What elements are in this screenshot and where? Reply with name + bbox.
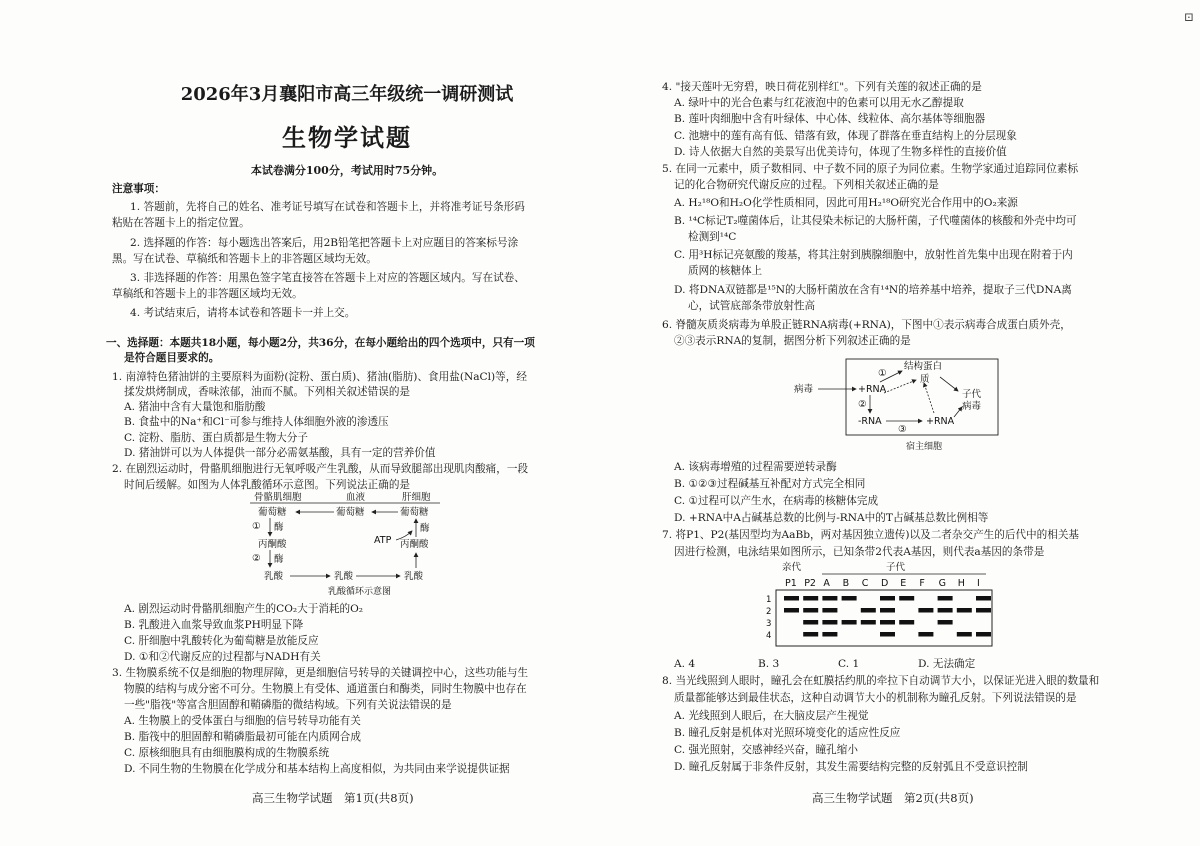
gel-band: [880, 596, 895, 601]
pyruvate-liver: 丙酮酸: [400, 539, 429, 550]
q7-option: B. 3: [758, 658, 780, 670]
lane-label: A: [823, 578, 830, 589]
gel-band: [861, 620, 876, 625]
q4-option: D. 诗人依据大自然的美景写出优美诗句，体现了生物多样性的直接价值: [674, 146, 1007, 158]
section-heading: 是符合题目要求的。: [124, 352, 220, 364]
band-row-label: 1: [766, 595, 772, 605]
scan-edge-mark: ⊡: [1183, 10, 1194, 24]
glucose-liver: 葡萄糖: [400, 507, 429, 518]
q3-option: A. 生物膜上的受体蛋白与细胞的信号转导功能有关: [124, 715, 361, 727]
gel-band: [822, 620, 837, 625]
gel-band: [803, 596, 818, 601]
gel-band: [822, 632, 837, 637]
structural-protein-label-2: 质: [920, 374, 930, 385]
lane-label: H: [957, 578, 965, 589]
gel-band: [880, 608, 895, 613]
virus-replication-figure: [792, 355, 1012, 455]
q1-option: B. 食盐中的Na⁺和Cl⁻可参与维持人体细胞外液的渗透压: [124, 416, 389, 428]
gel-band: [976, 596, 991, 601]
q2-option: C. 肝细胞中乳酸转化为葡萄糖是放能反应: [124, 635, 319, 647]
q3-stem: 一些"脂筏"等富含胆固醇和鞘磷脂的微结构域。下列有关说法错误的是: [124, 699, 452, 711]
step-2-mark: ②: [858, 399, 867, 410]
q2-option: B. 乳酸进入血浆导致血浆PH明显下降: [124, 619, 304, 631]
offspring-label: 子代: [886, 562, 906, 573]
lane-label: F: [919, 578, 925, 589]
enzyme-label: 酶: [274, 522, 284, 533]
section-heading: 一、选择题：本题共18小题，每小题2分，共36分，在每小题给出的四个选项中，只有一项: [106, 337, 535, 349]
offspring-label: 子代: [962, 389, 982, 400]
step-3-mark: ③: [898, 424, 907, 435]
q4-option: A. 绿叶中的光合色素与红花液泡中的色素可以用无水乙醇提取: [674, 97, 964, 109]
q1-stem: 揉发烘烤制成，香味浓郁，油而不腻。下列相关叙述错误的是: [124, 386, 411, 398]
q5-option: B. ¹⁴C标记T₂噬菌体后，让其侵染未标记的大肠杆菌，子代噬菌体的核酸和外壳中均可: [674, 215, 1077, 227]
gel-band: [976, 608, 991, 613]
q6-option: B. ①②③过程碱基互补配对方式完全相同: [674, 478, 866, 490]
page-footer: 高三生物学试题 第1页(共8页): [252, 791, 414, 805]
lane-label: C: [861, 578, 869, 589]
label-skeletal-muscle: 骨骼肌细胞: [254, 492, 302, 503]
band-row-label: 2: [766, 607, 772, 617]
gel-band: [899, 620, 914, 625]
q3-stem: 物膜的结构与成分密不可分。生物膜上有受体、通道蛋白和酶类，同时生物膜中也存在: [124, 683, 527, 695]
offspring-label-2: 病毒: [962, 401, 982, 412]
q4-option: B. 莲叶肉细胞中含有叶绿体、中心体、线粒体、高尔基体等细胞器: [674, 113, 986, 125]
gel-band: [784, 596, 799, 601]
plus-rna-label: +RNA: [858, 384, 887, 395]
lactate-blood: 乳酸: [334, 571, 354, 582]
page-footer: 高三生物学试题 第2页(共8页): [812, 791, 974, 805]
enzyme-label: 酶: [420, 523, 430, 534]
gel-band: [803, 620, 818, 625]
figure-caption: 宿主细胞: [906, 442, 943, 452]
q6-option: D. +RNA中A占碱基总数的比例与-RNA中的T占碱基总数比例相等: [674, 512, 989, 524]
lane-label: I: [977, 578, 980, 589]
gel-band: [861, 608, 876, 613]
gel-band: [938, 596, 953, 601]
glucose-blood: 葡萄糖: [336, 507, 365, 518]
enzyme-label: 酶: [274, 554, 284, 565]
gel-band: [957, 608, 972, 613]
q2-stem: 时间后缓解。如图为人体乳酸循环示意图。下列说法正确的是: [124, 479, 411, 491]
q1-stem: 1. 南漳特色猪油饼的主要原料为面粉(淀粉、蛋白质)、猪油(脂肪)、食用盐(NaCl)等，经: [112, 371, 527, 383]
q5-option: C. 用³H标记亮氨酸的羧基，将其注射到胰腺细胞中，放射性首先集中出现在附着于内: [674, 249, 1073, 261]
step-2-mark: ②: [252, 553, 261, 564]
score-line: 本试卷满分100分，考试用时75分钟。: [250, 164, 444, 177]
lane-label: E: [900, 578, 907, 589]
notice-heading: 注意事项：: [112, 183, 165, 195]
gel-band: [899, 596, 914, 601]
q7-option: A. 4: [674, 658, 696, 670]
lactate-liver: 乳酸: [404, 571, 424, 582]
q3-option: B. 脂筏中的胆固醇和鞘磷脂最初可能在内质网合成: [124, 731, 361, 743]
q5-stem: 记的化合物研究代谢反应的过程。下列相关叙述正确的是: [674, 179, 939, 191]
label-blood: 血液: [346, 492, 366, 503]
gel-band: [822, 596, 837, 601]
q8-option: C. 强光照射，交感神经兴奋，瞳孔缩小: [674, 744, 858, 756]
minus-rna-label: -RNA: [858, 416, 882, 427]
label-liver: 肝细胞: [402, 492, 431, 503]
gel-band: [918, 608, 933, 613]
q3-stem: 3. 生物膜系统不仅是细胞的物理屏障，更是细胞信号转导的关键调控中心，这些功能与生: [112, 667, 529, 679]
lane-label: G: [938, 578, 946, 589]
lane-label: D: [881, 578, 889, 589]
lane-label: P2: [804, 578, 816, 589]
q1-option: A. 猪油中含有大量饱和脂肪酸: [124, 401, 266, 413]
q3-option: D. 不同生物的生物膜在化学成分和基本结构上高度相似，为共同由来学说提供证据: [124, 763, 510, 775]
gel-band: [842, 620, 857, 625]
q8-stem: 8. 当光线照到人眼时，瞳孔会在虹膜括约肌的牵拉下自动调节大小，以保证光进入眼的数量和: [662, 675, 1100, 687]
gel-band: [918, 632, 933, 637]
virus-label: 病毒: [794, 384, 814, 395]
notice-line: 粘贴在答题卡上的指定位置。: [112, 217, 250, 229]
lactate-muscle: 乳酸: [264, 571, 284, 582]
lactate-cycle-figure: [250, 491, 490, 599]
step-1-mark: ①: [252, 521, 261, 532]
q5-stem: 5. 在同一元素中，质子数相同、中子数不同的原子为同位素。生物学家通过追踪同位素标: [662, 163, 1079, 175]
subject-title: 生物学试题: [282, 123, 412, 152]
notice-line: 4. 考试结束后，请将本试卷和答题卡一并上交。: [130, 307, 356, 319]
q2-stem: 2. 在剧烈运动时，骨骼肌细胞进行无氧呼吸产生乳酸，从而导致腿部出现肌肉酸痛，一段: [112, 463, 529, 475]
notice-line: 2. 选择题的作答：每小题选出答案后，用2B铅笔把答题卡上对应题目的答案标号涂: [130, 237, 519, 249]
q7-option: C. 1: [838, 658, 860, 670]
electrophoresis-figure: [762, 560, 1002, 652]
q5-option: 质网的核糖体上: [688, 265, 763, 277]
q8-option: D. 瞳孔反射属于非条件反射，其发生需要结构完整的反射弧且不受意识控制: [674, 761, 1028, 773]
gel-band: [957, 632, 972, 637]
figure-caption: 乳酸循环示意图: [328, 587, 392, 597]
pyruvate-muscle: 丙酮酸: [258, 539, 287, 550]
q8-stem: 质量都能够达到最佳状态，这种自动调节大小的机制称为瞳孔反射。下列说法错误的是: [674, 692, 1077, 704]
q1-option: D. 猪油饼可以为人体提供一部分必需氨基酸，具有一定的营养价值: [124, 447, 436, 459]
q8-option: A. 光线照到人眼后，在大脑皮层产生视觉: [674, 710, 869, 722]
step-1-mark: ①: [878, 368, 887, 379]
q5-option: D. 将DNA双链都是¹⁵N的大肠杆菌放在含有¹⁴N的培养基中培养，提取子三代DNA离: [674, 284, 1072, 296]
gel-band: [803, 632, 818, 637]
gel-band: [880, 620, 895, 625]
atp-label: ATP: [374, 535, 392, 546]
gel-band: [880, 632, 895, 637]
q8-option: B. 瞳孔反射是机体对光照环境变化的适应性反应: [674, 727, 901, 739]
q4-option: C. 池塘中的莲有高有低、错落有致，体现了群落在垂直结构上的分层现象: [674, 130, 1017, 142]
q7-option: D. 无法确定: [918, 658, 976, 670]
band-row-label: 3: [766, 619, 772, 629]
notice-line: 草稿纸和答题卡上的非答题区域均无效。: [112, 288, 303, 300]
q5-option: A. H₂¹⁸O和H₂O化学性质相同，因此可用H₂¹⁸O研究光合作用中的O₂来源: [674, 197, 1018, 209]
q3-option: C. 原核细胞具有由细胞膜构成的生物膜系统: [124, 747, 330, 759]
gel-band: [976, 632, 991, 637]
q6-option: A. 该病毒增殖的过程需要逆转录酶: [674, 461, 837, 473]
gel-band: [938, 620, 953, 625]
q2-option: D. ①和②代谢反应的过程都与NADH有关: [124, 651, 321, 663]
gel-band: [803, 608, 818, 613]
q6-option: C. ①过程可以产生水，在病毒的核糖体完成: [674, 495, 879, 507]
structural-protein-label: 结构蛋白: [904, 361, 943, 372]
q4-stem: 4. "接天莲叶无穷碧，映日荷花别样红"。下列有关莲的叙述正确的是: [662, 81, 982, 93]
q7-stem: 7. 将P1、P2(基因型均为AaBb，两对基因独立遗传)以及二者杂交产生的后代中的相关基: [662, 529, 1080, 541]
notice-line: 3. 非选择题的作答：用黑色签字笔直接答在答题卡上对应的答题区域内。写在试卷、: [130, 272, 525, 284]
gel-band: [842, 596, 857, 601]
q6-stem: 6. 脊髓灰质炎病毒为单股正链RNA病毒(+RNA)，下图中①表示病毒合成蛋白质外壳，: [662, 319, 1071, 331]
notice-line: 1. 答题前，先将自己的姓名、准考证号填写在试卷和答题卡上，并将准考证号条形码: [130, 201, 525, 213]
q5-option: 检测到¹⁴C: [688, 231, 737, 243]
q5-option: 心，试管底部条带放射性高: [688, 300, 816, 312]
gel-band: [938, 608, 953, 613]
notice-line: 黑。写在试卷、草稿纸和答题卡上的非答题区域均无效。: [112, 253, 377, 265]
gel-band: [784, 608, 799, 613]
q2-option: A. 剧烈运动时骨骼肌细胞产生的CO₂大于消耗的O₂: [124, 603, 364, 615]
plus-rna-label-2: +RNA: [926, 416, 955, 427]
parents-label: 亲代: [782, 562, 802, 573]
lane-label: P1: [785, 578, 797, 589]
glucose-muscle: 葡萄糖: [258, 507, 287, 518]
q7-stem: 因进行检测，电泳结果如图所示，已知条带2代表A基因，则代表a基因的条带是: [674, 546, 1045, 558]
gel-band: [822, 608, 837, 613]
lane-label: B: [842, 578, 850, 589]
band-row-label: 4: [766, 631, 772, 641]
q6-stem: ②③表示RNA的复制，据图分析下列叙述正确的是: [674, 335, 911, 347]
exam-title: 2026年3月襄阳市高三年级统一调研测试: [180, 84, 514, 105]
q1-option: C. 淀粉、脂肪、蛋白质都是生物大分子: [124, 432, 308, 444]
